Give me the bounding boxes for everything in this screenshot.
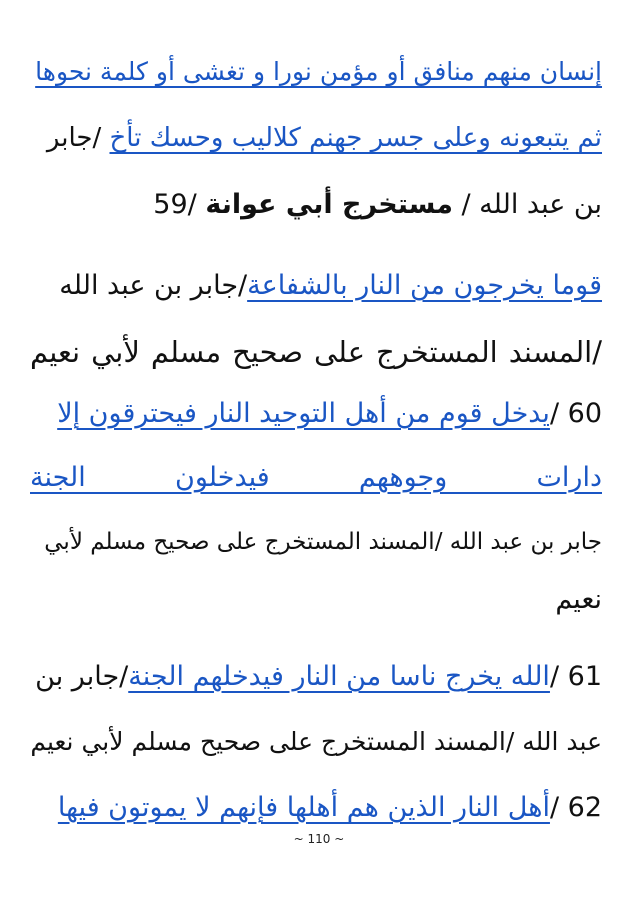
hadith-text: دارات وجوههم فيدخلون الجنة (30, 462, 602, 493)
text-line-10 (30, 655, 602, 699)
hadith-text: يدخل قوم من أهل التوحيد النار فيحترقون إلا (57, 398, 550, 429)
hadith-text: الله يخرج ناسا من النار فيدخلهم الجنة (128, 661, 550, 692)
source-text: جابر بن عبد الله /المسند المستخرج على صحيح مسلم لأبي (44, 529, 602, 555)
text-line-9 (30, 578, 602, 622)
narrator-text: /جابر (46, 123, 110, 153)
source-text: مستخرج أبي عوانة (205, 189, 453, 220)
text-line-1 (30, 50, 602, 94)
narrator-text: /جابر بن عبد الله (59, 270, 248, 301)
narrator-text: /جابر بن (35, 661, 129, 692)
text-line-4 (30, 264, 602, 308)
hadith-text: إنسان منهم منافق أو مؤمن نورا و تغشى أو كلمة نحوها (35, 57, 602, 86)
narrator-text: بن عبد الله / (452, 189, 602, 220)
source-text: نعيم (555, 584, 602, 615)
text-line-8 (30, 520, 602, 564)
source-text: عبد الله /المسند المستخرج على صحيح مسلم لأبي نعيم (30, 727, 602, 756)
hadith-text: ثم يتبعونه وعلى جسر جهنم كلاليب وحسك تأخ (109, 123, 602, 153)
text-line-11 (30, 720, 602, 764)
hadith-number: 61 / (549, 661, 602, 692)
hadith-text: أهل النار الذين هم أهلها فإنهم لا يموتون فيها (57, 792, 550, 823)
text-line-12 (30, 786, 602, 830)
text-line-3 (153, 183, 602, 227)
hadith-number: /59 (153, 189, 206, 220)
text-line-2 (30, 116, 602, 160)
hadith-text: قوما يخرجون من النار بالشفاعة (247, 270, 602, 301)
hadith-number: 62 / (549, 792, 602, 823)
text-line-7 (30, 456, 602, 500)
text-line-6 (30, 392, 602, 436)
hadith-number: 60 / (549, 398, 602, 429)
source-text: /المسند المستخرج على صحيح مسلم لأبي نعيم (30, 335, 602, 369)
text-line-5 (30, 330, 602, 374)
page-number: ~ 110 ~ (293, 832, 345, 846)
